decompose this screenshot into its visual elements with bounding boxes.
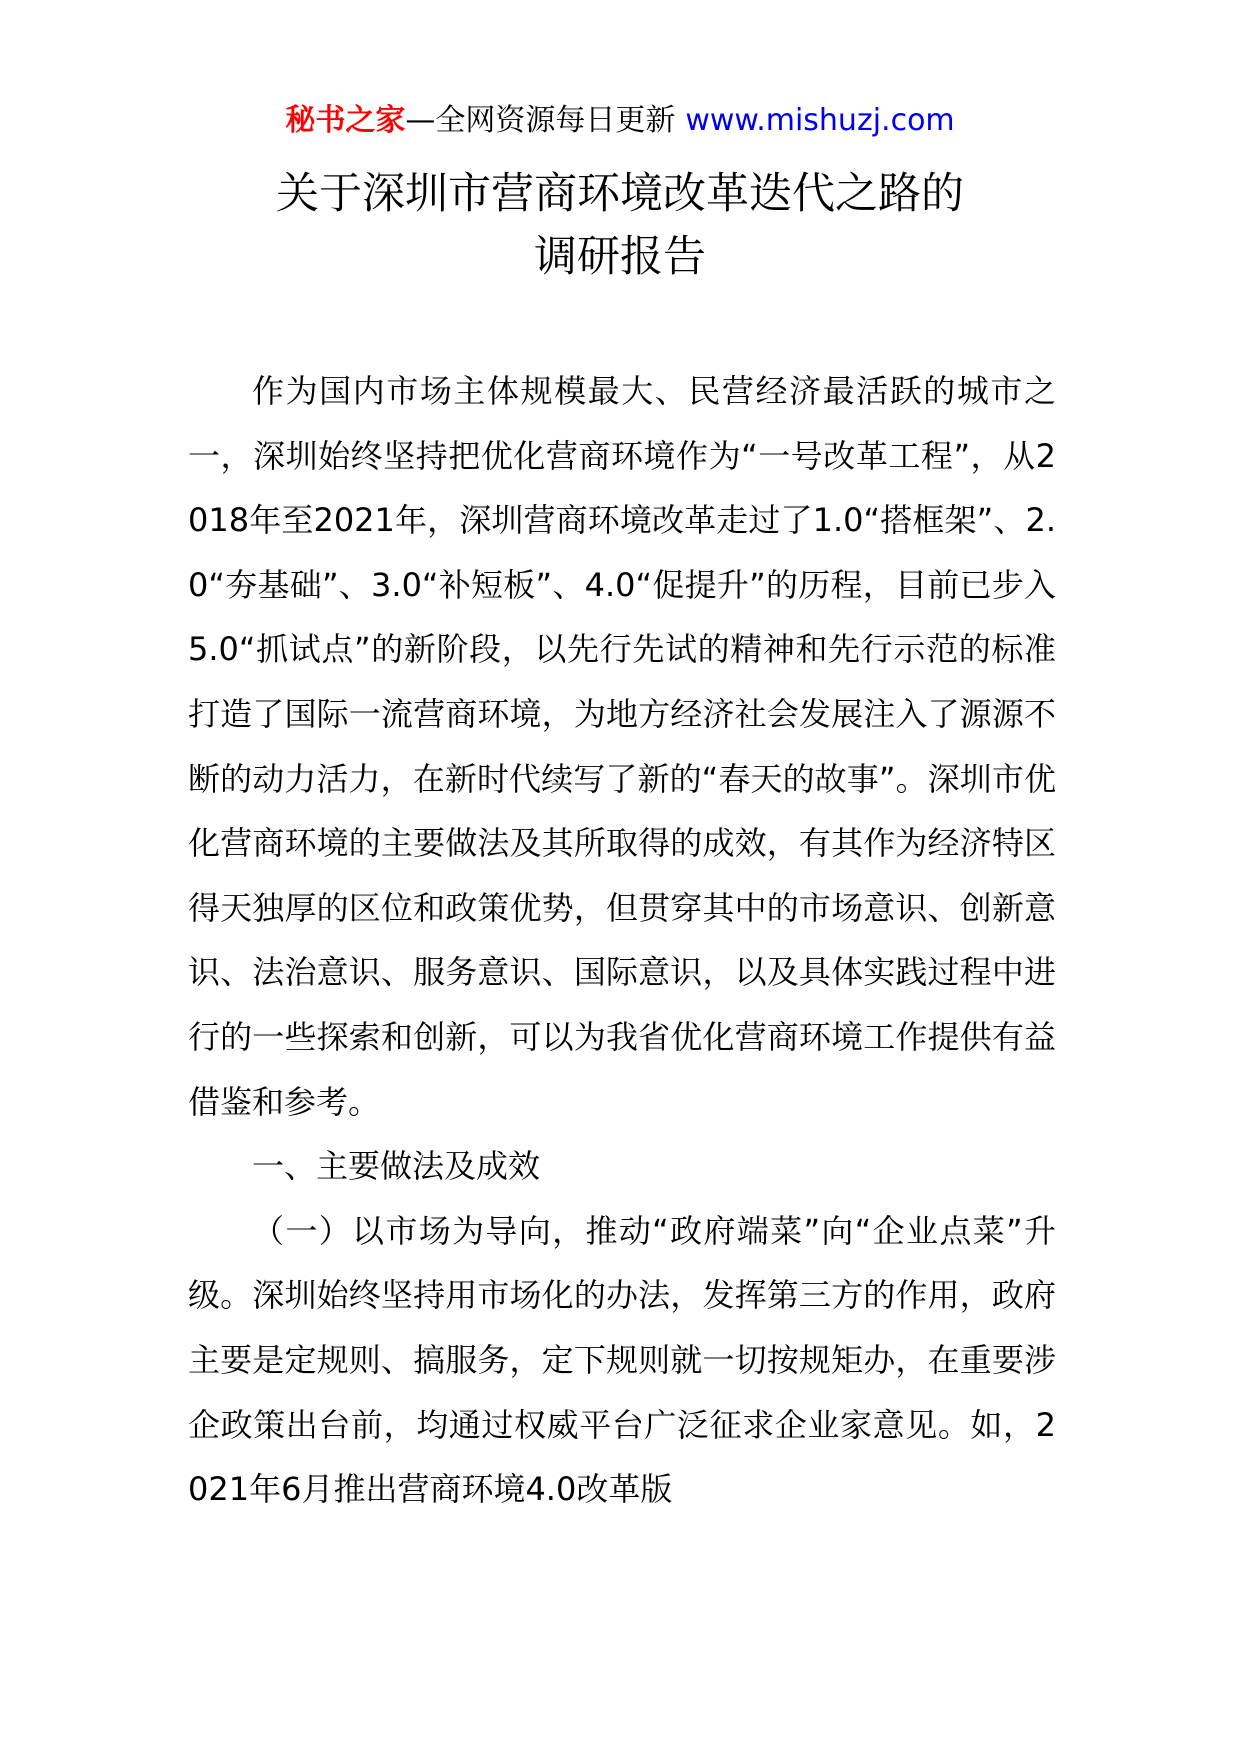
site-header bbox=[0, 98, 1240, 144]
body-paragraph: （一）以市场为导向，推动“政府端菜”向“企业点菜”升级。深圳始终坚持用市场化的办法，发挥第三方的作用，政府主要是定规则、搞服务，定下规则就一切按规矩办，在重要涉企政策出台前，均通过权威平台广泛征求企业家意见。如，2021年6月推出营商环境4.0改革版 bbox=[188, 1211, 1056, 1509]
intro-paragraph: 作为国内市场主体规模最大、民营经济最活跃的城市之一，深圳始终坚持把优化营商环境作为“一号改革工程”，从2018年至2021年，深圳营商环境改革走过了1.0“搭框架”、2.0“夯基础”、3.0“补短板”、4.0“促提升”的历程，目前已步入5.0“抓试点”的新阶段，以先行先试的精神和先行示范的标准打造了国际一流营商环境，为地方经济社会发展注入了源源不断的动力活力，在新时代续写了新的“春天的故事”。深圳市优化营商环境的主要做法及其所取得的成效，有其作为经济特区得天独厚的区位和政策优势，但贯穿其中的市场意识、创新意识、法治意识、服务意识、国际意识，以及具体实践过程中进行的一些探索和创新，可以为我省优化营商环境工作提供有益借鉴和参考。 bbox=[188, 372, 1056, 1121]
section-heading: 一、主要做法及成效 bbox=[252, 1147, 541, 1186]
document-body bbox=[188, 359, 1056, 1522]
title-line-1: 关于深圳市营商环境改革迭代之路的 bbox=[276, 169, 964, 219]
header-tagline: —全网资源每日更新 bbox=[405, 103, 676, 138]
document-title bbox=[0, 163, 1240, 289]
site-url-link[interactable]: www.mishuzj.com bbox=[685, 103, 955, 138]
brand-name: 秘书之家 bbox=[285, 103, 406, 138]
title-line-2: 调研报告 bbox=[534, 232, 706, 282]
